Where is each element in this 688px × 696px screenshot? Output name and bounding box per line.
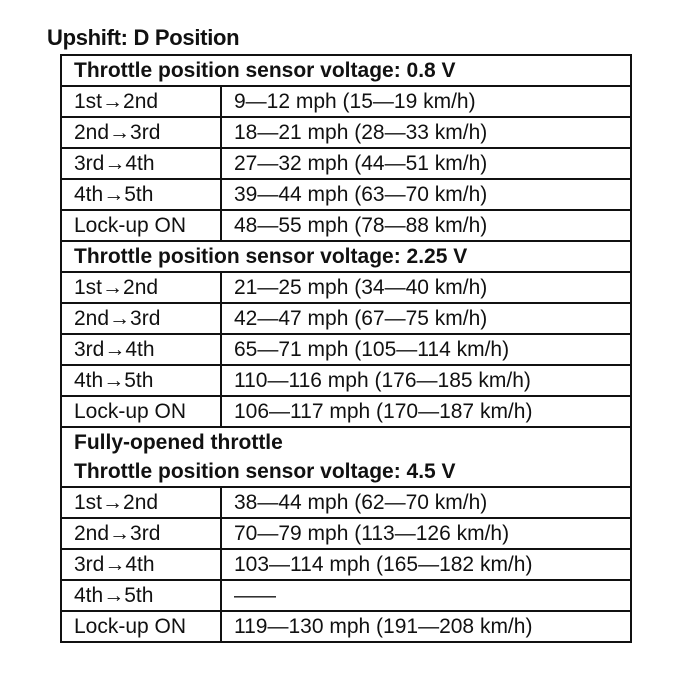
table-row: [61, 334, 631, 365]
section-header: Throttle position sensor voltage: 4.5 V: [61, 457, 631, 487]
shift-speed-cell: 39—44 mph (63—70 km/h): [221, 179, 631, 210]
gear-shift-cell: 3rd→4th: [61, 334, 221, 365]
gear-shift-cell: Lock-up ON: [61, 611, 221, 642]
table-row: [61, 365, 631, 396]
table-row: [61, 117, 631, 148]
table-row: [61, 549, 631, 580]
shift-speed-cell: 110—116 mph (176—185 km/h): [221, 365, 631, 396]
shift-speed-cell: 48—55 mph (78—88 km/h): [221, 210, 631, 241]
section-header: Throttle position sensor voltage: 2.25 V: [61, 241, 631, 272]
shift-speed-cell: ——: [221, 580, 631, 611]
table-row: [61, 86, 631, 117]
table-body: [61, 55, 631, 642]
table-row: [61, 396, 631, 427]
table-row: [61, 272, 631, 303]
table-row: [61, 179, 631, 210]
section-header: Fully-opened throttle: [61, 427, 631, 457]
table-row: [61, 303, 631, 334]
section-header-row: [61, 427, 631, 457]
table-row: [61, 611, 631, 642]
section-header-row: [61, 241, 631, 272]
gear-shift-cell: 4th→5th: [61, 580, 221, 611]
shift-speed-cell: 70—79 mph (113—126 km/h): [221, 518, 631, 549]
section-header-row: [61, 457, 631, 487]
gear-shift-cell: 4th→5th: [61, 365, 221, 396]
shift-speed-cell: 27—32 mph (44—51 km/h): [221, 148, 631, 179]
gear-shift-cell: 1st→2nd: [61, 272, 221, 303]
table-row: [61, 210, 631, 241]
gear-shift-cell: 2nd→3rd: [61, 303, 221, 334]
shift-speed-cell: 18—21 mph (28—33 km/h): [221, 117, 631, 148]
shift-speed-cell: 119—130 mph (191—208 km/h): [221, 611, 631, 642]
gear-shift-cell: 1st→2nd: [61, 86, 221, 117]
section-header: Throttle position sensor voltage: 0.8 V: [61, 55, 631, 86]
gear-shift-cell: 3rd→4th: [61, 549, 221, 580]
shift-speed-cell: 65—71 mph (105—114 km/h): [221, 334, 631, 365]
gear-shift-cell: Lock-up ON: [61, 210, 221, 241]
shift-speed-cell: 9—12 mph (15—19 km/h): [221, 86, 631, 117]
shift-speed-cell: 42—47 mph (67—75 km/h): [221, 303, 631, 334]
shift-speed-cell: 106—117 mph (170—187 km/h): [221, 396, 631, 427]
gear-shift-cell: 1st→2nd: [61, 487, 221, 518]
page-title: Upshift: D Position: [47, 25, 240, 50]
section-header-row: [61, 55, 631, 86]
table-row: [61, 518, 631, 549]
shift-speed-cell: 38—44 mph (62—70 km/h): [221, 487, 631, 518]
table-row: [61, 487, 631, 518]
table-row: [61, 580, 631, 611]
gear-shift-cell: 4th→5th: [61, 179, 221, 210]
gear-shift-cell: Lock-up ON: [61, 396, 221, 427]
gear-shift-cell: 2nd→3rd: [61, 518, 221, 549]
shift-speed-cell: 103—114 mph (165—182 km/h): [221, 549, 631, 580]
upshift-speed-table: [60, 54, 632, 643]
gear-shift-cell: 3rd→4th: [61, 148, 221, 179]
table-row: [61, 148, 631, 179]
gear-shift-cell: 2nd→3rd: [61, 117, 221, 148]
shift-speed-cell: 21—25 mph (34—40 km/h): [221, 272, 631, 303]
